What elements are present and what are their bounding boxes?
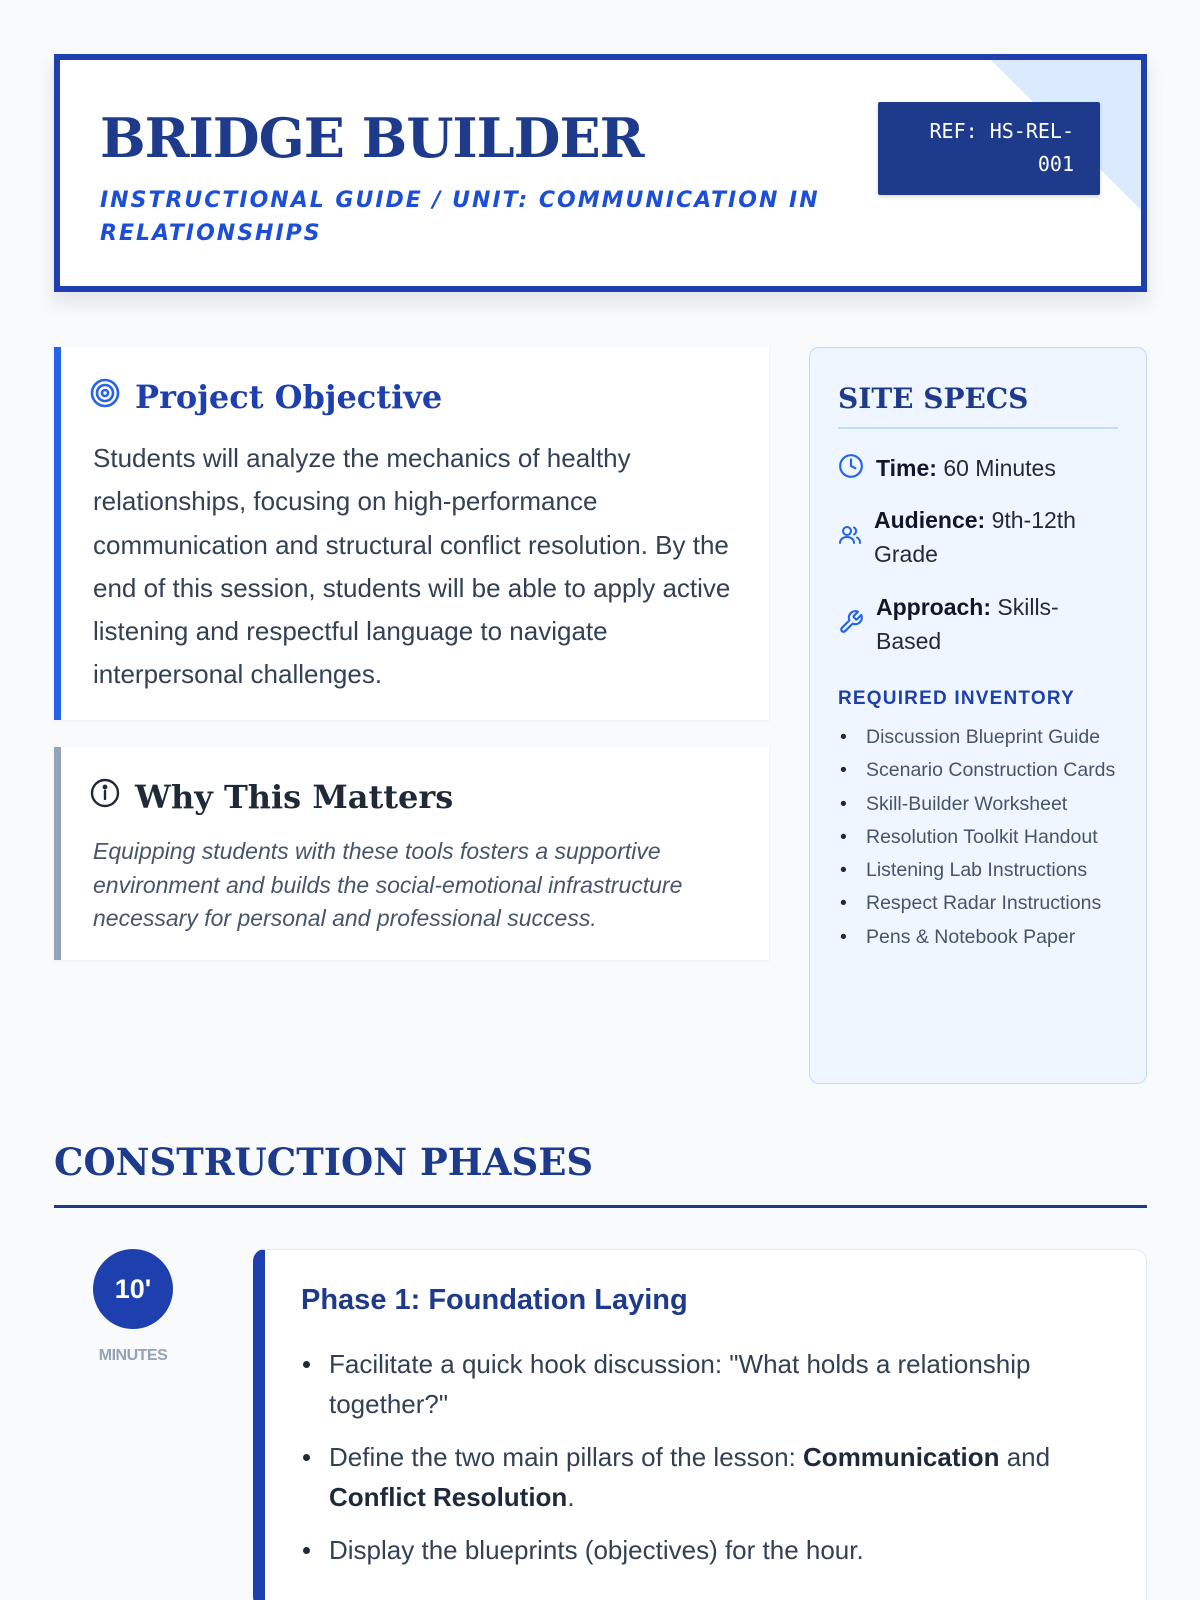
inventory-item: • Pens & Notebook Paper [840,925,1076,948]
inventory-item: • Respect Radar Instructions [840,892,1102,915]
info-icon [89,777,121,817]
page-title: BRIDGE BUILDER [100,106,644,170]
phase-title: Phase 1: Foundation Laying [301,1284,688,1316]
phase-duration-badge: 10' [93,1249,173,1329]
spec-approach [838,591,1118,658]
wrench-icon [838,609,864,640]
inventory-item: • Listening Lab Instructions [840,859,1088,882]
why-body: Equipping students with these tools fosters a supportive environment and builds the social-emotional infrastructure necessary for personal and professional success. [93,838,683,931]
inventory-item: • Skill-Builder Worksheet [840,792,1068,815]
reference-code-badge: REF: HS-REL-001 [878,102,1100,195]
clock-icon [838,453,864,484]
site-specs-title: SITE SPECS [838,382,1118,429]
project-objective-card [54,347,769,720]
objective-heading [89,377,442,417]
why-heading-text: Why This Matters [135,778,454,816]
why-this-matters-card [54,747,769,960]
phase-step: Display the blueprints (objectives) for the hour. [301,1530,1111,1570]
spec-audience-value: 9th-12th Grade [874,507,1076,567]
site-specs-panel [809,347,1147,1084]
spec-time-label: Time: [876,455,937,481]
phase-step: Facilitate a quick hook discussion: "What holds a relationship together?" [301,1344,1111,1424]
spec-time-value: 60 Minutes [943,455,1056,481]
inventory-item: • Resolution Toolkit Handout [840,825,1098,848]
users-icon [838,523,862,552]
phase-duration-label: MINUTES [98,1347,168,1364]
spec-approach-label: Approach: [876,594,991,620]
inventory-list [838,724,1123,957]
section-divider [54,1205,1147,1208]
phase-step: Define the two main pillars of the lesson: Communication and Conflict Resolution. [301,1437,1111,1517]
inventory-title: REQUIRED INVENTORY [838,688,1075,709]
why-heading [89,777,453,817]
phase-card [253,1249,1147,1600]
spec-approach-value: Skills-Based [876,594,1059,654]
spec-audience-label: Audience: [874,507,986,533]
inventory-item: • Scenario Construction Cards [840,759,1116,782]
objective-heading-text: Project Objective [135,378,443,416]
construction-phases-title: CONSTRUCTION PHASES [54,1140,594,1184]
spec-audience [838,504,1118,571]
inventory-item: • Discussion Blueprint Guide [840,726,1101,748]
objective-body: Students will analyze the mechanics of healthy relationships, focusing on high-performance communication and structural conflict resolution. By the end of this session, students will be able to apply active listening and respectful language to navigate interpersonal challenges. [93,443,731,690]
page-subtitle: INSTRUCTIONAL GUIDE / UNIT: COMMUNICATION IN RELATIONSHIPS [100,188,820,246]
guide-header [54,54,1147,292]
phase-steps-list [301,1344,1111,1583]
target-icon [89,377,121,417]
spec-time [838,452,1118,486]
